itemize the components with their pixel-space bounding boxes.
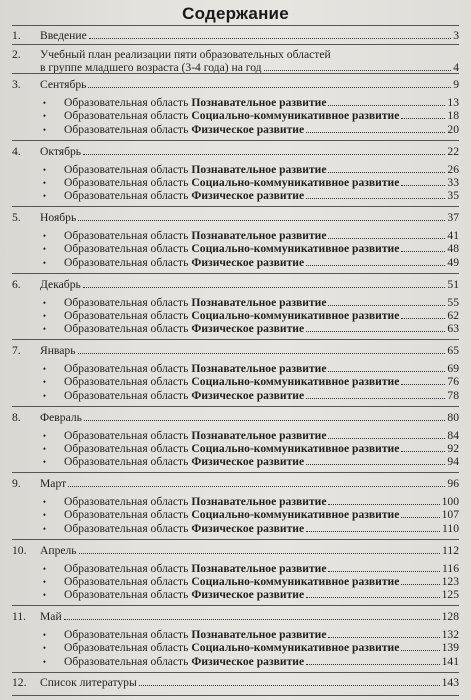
dot-leader [306,331,445,332]
bullet-icon: • [42,523,46,534]
divider [12,25,459,26]
area-name: Социально-коммуникативное развитие [191,508,400,522]
dot-leader [306,664,440,665]
area-name: Физическое развитие [191,388,305,402]
entry-number: 1. [12,29,21,42]
entry-page: 51 [447,277,459,291]
area-prefix: Образовательная область [64,641,189,655]
area-name: Социально-коммуникативное развитие [191,175,400,189]
entry-page: 62 [447,308,459,322]
bullet-icon: • [42,244,46,255]
bullet-icon: • [42,590,46,601]
bullet-icon: • [42,164,46,175]
entry-page: 125 [441,588,459,602]
toc-subentry-area [12,588,459,602]
area-prefix: Образовательная область [64,308,189,322]
area-name: Познавательное развитие [191,561,327,575]
dot-leader [306,531,440,532]
bullet-icon: • [42,231,46,241]
month-name: Ноябрь [40,211,77,224]
toc-subentry-area [12,123,459,137]
toc-entry-month [12,78,459,91]
dot-leader [328,637,439,638]
area-prefix: Образовательная область [64,521,189,535]
divider [12,406,459,407]
divider [12,539,459,540]
dot-leader [328,105,445,106]
toc-entry-intro [12,29,459,42]
bullet-icon: • [42,390,46,401]
entry-page: 139 [441,641,459,655]
dot-leader [401,384,445,385]
entry-page: 84 [447,428,459,442]
dot-leader [328,571,440,572]
entry-page: 92 [447,441,459,455]
toc-entry-month [12,344,459,357]
area-prefix: Образовательная область [64,375,189,389]
area-prefix: Образовательная область [64,229,189,242]
area-prefix: Образовательная область [64,561,189,575]
toc-subentry-area [12,455,459,469]
entry-page: 128 [441,610,459,623]
area-name: Социально-коммуникативное развитие [191,109,400,123]
entry-page: 65 [447,344,459,357]
month-name: Март [40,477,67,490]
entry-number: 2. [12,48,21,61]
area-name: Социально-коммуникативное развитие [191,375,400,389]
entry-number: 5. [12,211,21,224]
entry-page: 41 [447,229,459,242]
area-name: Социально-коммуникативное развитие [191,641,400,655]
toc-entry-literature [12,676,459,689]
toc-subentry-area [12,96,459,110]
dot-leader [83,287,446,288]
page-title: Содержание [182,4,289,23]
entry-page: 132 [441,628,459,641]
area-prefix: Образовательная область [64,588,189,602]
dot-leader [78,220,445,221]
area-prefix: Образовательная область [64,508,189,522]
divider [12,73,459,74]
dot-leader [401,251,445,252]
area-name: Социально-коммуникативное развитие [191,308,400,322]
toc-subentry-area [12,322,459,336]
bullet-icon: • [42,563,46,574]
area-prefix: Образовательная область [64,189,189,203]
area-name: Познавательное развитие [191,229,327,242]
area-name: Физическое развитие [191,322,305,336]
bullet-icon: • [42,257,46,268]
dot-leader [401,118,445,119]
area-prefix: Образовательная область [64,628,189,641]
entry-label: Список литературы [40,676,137,689]
dot-leader [401,517,439,518]
toc-subentry-area [12,242,459,256]
bullet-icon: • [42,510,46,521]
dot-leader [328,305,445,306]
entry-page: 96 [447,477,459,490]
toc-subentry-area [12,508,459,522]
toc-subentry-area [12,429,459,443]
area-name: Познавательное развитие [191,96,327,109]
divider [12,206,459,207]
entry-page: 18 [447,109,459,123]
toc-subentry-area [12,655,459,669]
bullet-icon: • [42,324,46,335]
entry-number: 9. [12,477,21,490]
bullet-icon: • [42,297,46,308]
entry-page: 20 [447,122,459,136]
dot-leader [401,451,445,452]
toc-subentry-area [12,309,459,323]
toc-entry-month [12,211,459,224]
entry-page: 35 [447,189,459,203]
area-name: Физическое развитие [191,654,305,668]
toc-subentry-area [12,442,459,456]
toc-subentry-area [12,495,459,509]
entry-label: Учебный план реализации пяти образовательных областей [40,48,331,61]
dot-leader [84,420,446,421]
dot-leader [401,650,439,651]
entry-label: Введение [40,29,87,42]
bullet-icon: • [42,576,46,587]
divider [12,273,459,274]
divider [12,672,459,673]
area-name: Физическое развитие [191,255,305,269]
dot-leader [401,185,445,186]
toc-subentry-area [12,522,459,536]
toc-subentry-area [12,229,459,243]
dot-leader [264,70,452,71]
toc-subentry-area [12,176,459,190]
month-name: Декабрь [40,277,81,291]
month-name: Январь [40,344,76,357]
area-name: Познавательное развитие [191,495,327,508]
area-name: Физическое развитие [191,588,305,602]
entry-number: 4. [12,144,21,158]
toc-entry-month [12,278,459,291]
dot-leader [68,486,445,487]
area-prefix: Образовательная область [64,122,189,136]
entry-page: 3 [453,29,459,42]
entry-number: 6. [12,277,21,291]
bullet-icon: • [42,98,46,108]
toc-subentry-area [12,575,459,589]
entry-page: 110 [442,521,459,535]
toc-subentry-area [12,389,459,403]
month-name: Май [40,610,62,623]
dot-leader [401,318,445,319]
toc-entry-month [12,145,459,158]
bullet-icon: • [42,656,46,667]
entry-page: 78 [447,388,459,402]
entry-number: 12. [12,676,27,689]
month-name: Октябрь [40,144,82,158]
toc-entry-plan [12,48,459,61]
bullet-icon: • [42,497,46,507]
dot-leader [139,685,440,686]
entry-page: 116 [442,561,459,575]
dot-leader [328,504,439,505]
area-prefix: Образовательная область [64,242,189,256]
area-name: Познавательное развитие [191,628,327,641]
entry-page: 100 [441,495,459,508]
area-name: Социально-коммуникативное развитие [191,242,400,256]
area-prefix: Образовательная область [64,255,189,269]
area-prefix: Образовательная область [64,574,189,588]
toc-subentry-area [12,362,459,376]
month-name: Апрель [40,543,77,557]
entry-number: 11. [12,610,27,623]
entry-page: 107 [441,508,459,522]
area-name: Физическое развитие [191,455,305,469]
area-prefix: Образовательная область [64,441,189,455]
dot-leader [328,238,445,239]
bullet-icon: • [42,377,46,388]
entry-page: 123 [441,574,459,588]
entry-page: 143 [441,676,459,689]
entry-page: 33 [447,175,459,189]
dot-leader [306,132,445,133]
entry-page: 112 [442,543,459,557]
bullet-icon: • [42,430,46,441]
entry-page: 94 [447,455,459,469]
bullet-icon: • [42,191,46,202]
area-name: Познавательное развитие [191,295,327,309]
bullet-icon: • [42,177,46,188]
entry-page: 37 [447,211,459,224]
toc-subentry-area [12,562,459,576]
bullet-icon: • [42,630,46,640]
entry-page: 63 [447,322,459,336]
entry-number: 8. [12,410,21,424]
area-name: Познавательное развитие [191,428,327,442]
area-prefix: Образовательная область [64,295,189,309]
dot-leader [306,597,440,598]
dot-leader [89,38,451,39]
entry-number: 10. [12,543,27,557]
entry-page: 4 [453,61,459,74]
dot-leader [306,464,445,465]
toc-subentry-area [12,163,459,177]
divider [12,695,459,696]
area-name: Физическое развитие [191,122,305,136]
entry-number: 3. [12,78,21,91]
bullet-icon: • [42,310,46,321]
dot-leader [83,154,445,155]
toc-entry-month [12,477,459,490]
toc-subentry-area [12,256,459,270]
area-prefix: Образовательная область [64,428,189,442]
dot-leader [79,553,440,554]
month-name: Сентябрь [40,78,87,91]
bullet-icon: • [42,364,46,374]
area-name: Физическое развитие [191,521,305,535]
dot-leader [328,172,445,173]
entry-page: 26 [447,162,459,176]
area-prefix: Образовательная область [64,322,189,336]
divider [12,44,459,45]
toc-subentry-area [12,189,459,203]
entry-page: 9 [453,78,459,91]
divider [12,339,459,340]
area-prefix: Образовательная область [64,362,189,375]
dot-leader [78,353,446,354]
area-prefix: Образовательная область [64,175,189,189]
toc-subentry-area [12,109,459,123]
bullet-icon: • [42,643,46,654]
divider [12,140,459,141]
dot-leader [328,438,445,439]
bullet-icon: • [42,111,46,122]
entry-number: 7. [12,344,21,357]
bullet-icon: • [42,124,46,135]
area-name: Социально-коммуникативное развитие [191,574,400,588]
area-prefix: Образовательная область [64,495,189,508]
area-name: Физическое развитие [191,189,305,203]
area-prefix: Образовательная область [64,96,189,109]
dot-leader [306,265,445,266]
dot-leader [88,87,451,88]
entry-page: 55 [447,295,459,309]
dot-leader [306,398,445,399]
toc-entry-month [12,544,459,557]
bullet-icon: • [42,443,46,454]
entry-page: 76 [447,375,459,389]
divider [12,605,459,606]
bullet-icon: • [42,457,46,468]
entry-page: 49 [447,255,459,269]
toc-entry-month [12,411,459,424]
area-prefix: Образовательная область [64,455,189,469]
month-name: Февраль [40,410,82,424]
entry-label: в группе младшего возраста (3-4 года) на год [40,61,262,74]
area-name: Социально-коммуникативное развитие [191,441,400,455]
dot-leader [306,198,445,199]
entry-page: 13 [447,96,459,109]
dot-leader [401,584,439,585]
area-name: Познавательное развитие [191,162,327,176]
toc-subentry-area [12,628,459,642]
entry-page: 141 [441,654,459,668]
entry-page: 22 [447,144,459,158]
toc-entry-month [12,610,459,623]
dot-leader [328,371,445,372]
dot-leader [64,619,440,620]
entry-page: 69 [447,362,459,375]
toc-subentry-area [12,641,459,655]
area-prefix: Образовательная область [64,162,189,176]
area-prefix: Образовательная область [64,388,189,402]
toc-subentry-area [12,296,459,310]
entry-page: 80 [447,410,459,424]
divider [12,472,459,473]
area-prefix: Образовательная область [64,654,189,668]
entry-page: 48 [447,242,459,256]
area-prefix: Образовательная область [64,109,189,123]
area-name: Познавательное развитие [191,362,327,375]
toc-subentry-area [12,375,459,389]
